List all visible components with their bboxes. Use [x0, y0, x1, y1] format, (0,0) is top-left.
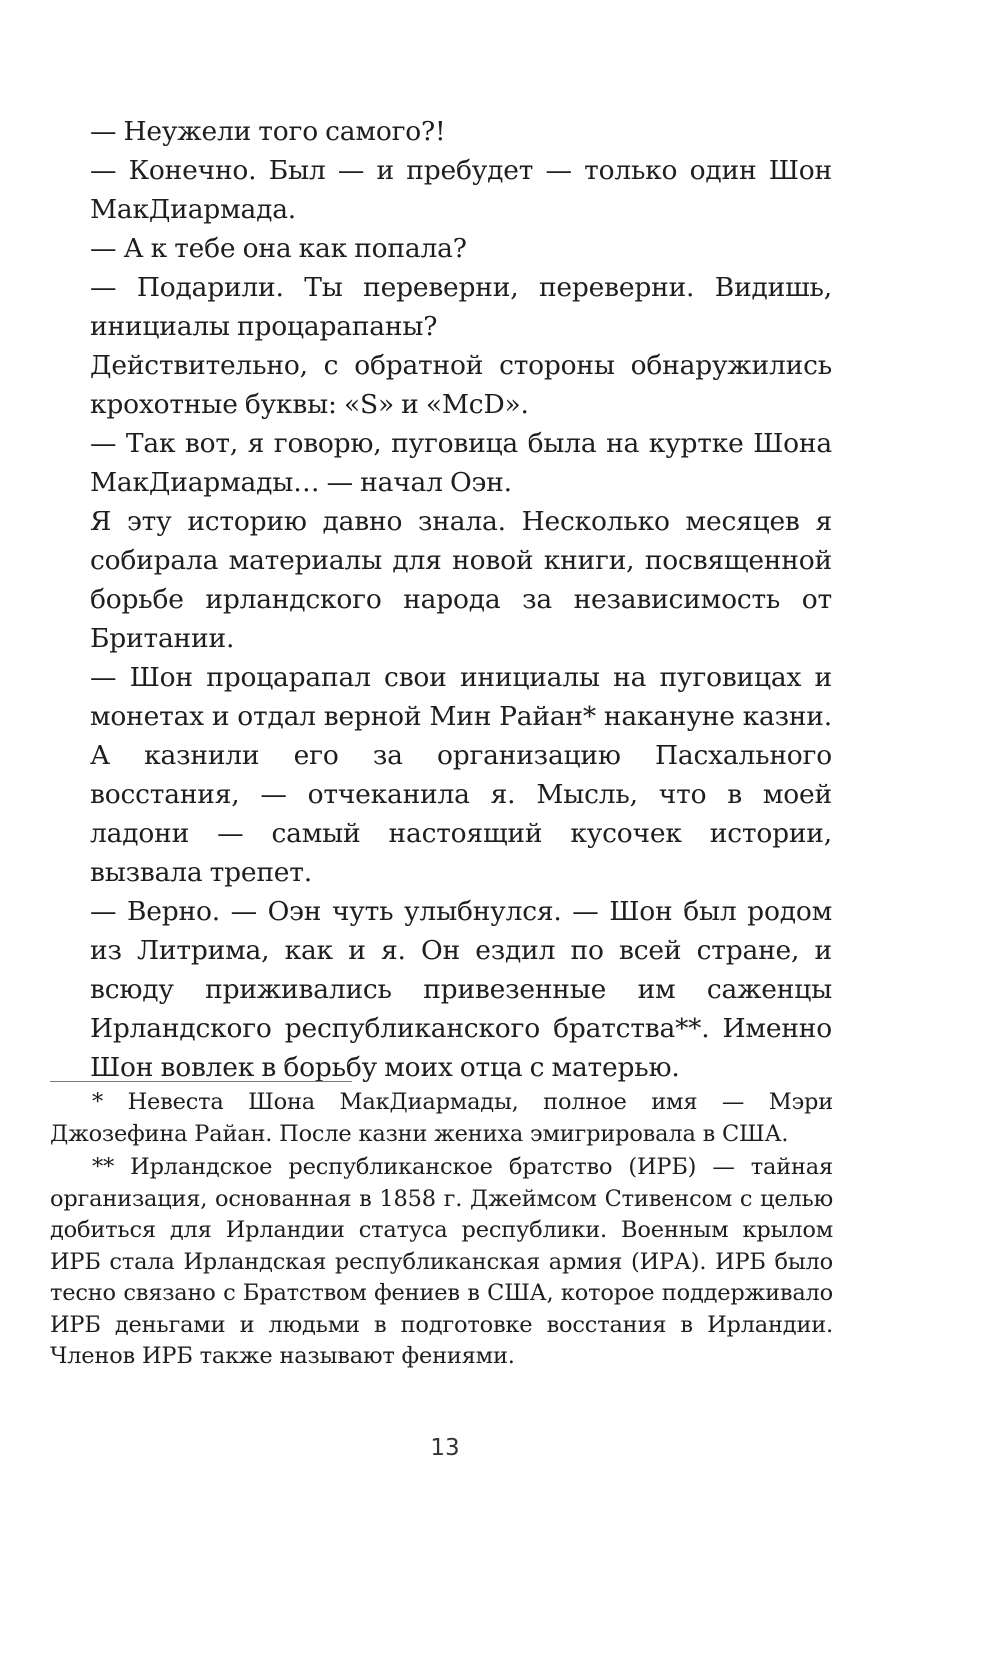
paragraph-7: Я эту историю давно знала. Несколько месяцев я собирала материалы для новой книги, посвященной борьбе ирландского народа за независимость от Британии. [90, 506, 832, 654]
paragraph-2: — Конечно. Был — и пребудет — только один Шон МакДиармада. [90, 155, 832, 225]
paragraph-3: — А к тебе она как попала? [90, 233, 467, 264]
paragraph-1: — Неужели того самого?! [90, 116, 446, 147]
main-text [90, 112, 832, 1087]
paragraph-9: — Верно. — Оэн чуть улыбнулся. — Шон был родом из Литрима, как и я. Он ездил по всей стране, и всюду приживались привезенные им саженцы Ирландского республиканского братства**. Именно Шон вовлек в борьбу моих отца с матерью. [90, 896, 832, 1083]
footnote-divider [50, 1081, 352, 1082]
footnote-1: * Невеста Шона МакДиармады, полное имя — Мэри Джозефина Райан. После казни жениха эмигрировала в США. [50, 1089, 833, 1147]
paragraph-6: — Так вот, я говорю, пуговица была на куртке Шона МакДиармады… — начал Оэн. [90, 428, 832, 498]
paragraph-8: — Шон процарапал свои инициалы на пуговицах и монетах и отдал верной Мин Райан* накануне казни. А казнили его за организацию Пасхального восстания, — отчеканила я. Мысль, что в моей ладони — самый настоящий кусочек истории, вызвала трепет. [90, 662, 832, 888]
footnote-2: ** Ирландское республиканское братство (ИРБ) — тайная организация, основанная в 1858 г. Джеймсом Стивенсом с целью добиться для Ирландии статуса республики. Военным крылом ИРБ стала Ирландская республиканская армия (ИРА). ИРБ было тесно связано с Братством фениев в США, которое поддерживало ИРБ деньгами и людьми в подготовке восстания в Ирландии. Членов ИРБ также называют фениями. [50, 1154, 833, 1369]
paragraph-5: Действительно, с обратной стороны обнаружились крохотные буквы: «S» и «McD». [90, 350, 832, 420]
page-number: 13 [430, 1435, 460, 1461]
footnotes [50, 1087, 833, 1373]
paragraph-4: — Подарили. Ты переверни, переверни. Видишь, инициалы процарапаны? [90, 272, 832, 342]
